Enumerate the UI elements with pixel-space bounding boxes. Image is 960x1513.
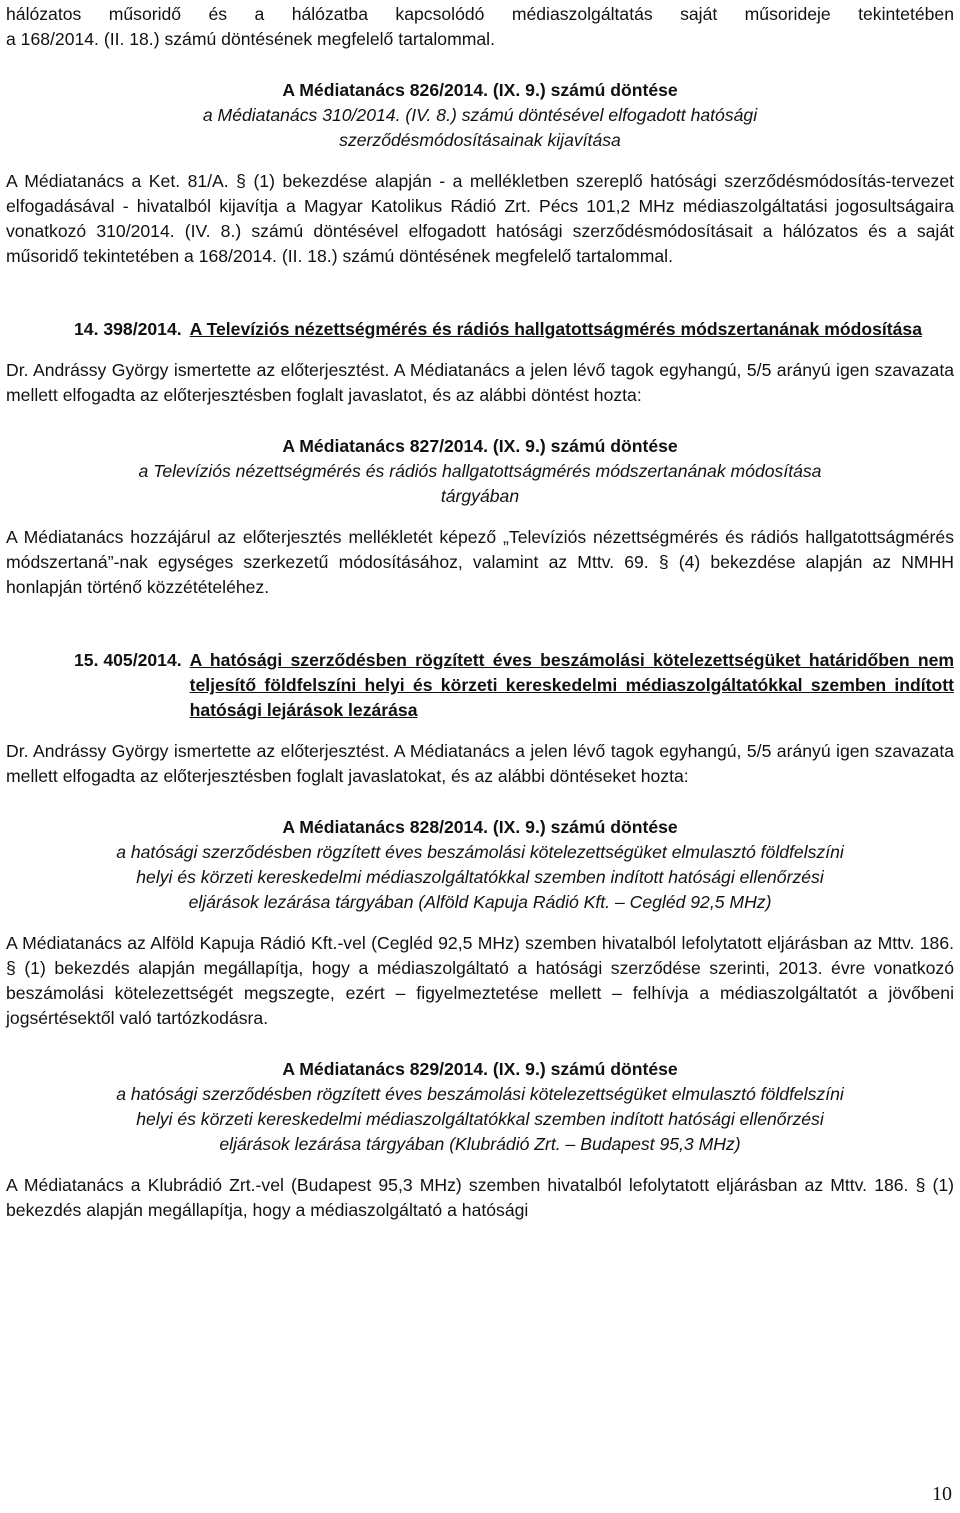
decision-829-title: A Médiatanács 829/2014. (IX. 9.) számú döntése: [282, 1059, 678, 1079]
decision-828-subject-line-1: a hatósági szerződésben rögzített éves beszámolási kötelezettségüket elmulasztó földfelszíni: [116, 842, 844, 862]
agenda-item-14-heading: [6, 317, 954, 342]
decision-826-subject-line-1: a Médiatanács 310/2014. (IV. 8.) számú döntésével elfogadott hatósági: [202, 105, 758, 125]
intro-line-1: hálózatos műsoridő és a hálózatba kapcsolódó médiaszolgáltatás saját műsorideje tekintetében: [6, 4, 954, 24]
intro-line-2: a 168/2014. (II. 18.) számú döntésének megfelelő tartalommal.: [6, 29, 495, 49]
agenda-item-14-title: A Televíziós nézettségmérés és rádiós hallgatottságmérés módszertanának módosítása: [189, 319, 922, 339]
page-number: 10: [932, 1483, 952, 1505]
decision-829-body: A Médiatanács a Klubrádió Zrt.-vel (Budapest 95,3 MHz) szemben hivatalból lefolytatott eljárásban az Mttv. 186. § (1) bekezdés alapján megállapítja, hogy a médiaszolgáltató a hatósági: [6, 1175, 954, 1220]
decision-827-title: A Médiatanács 827/2014. (IX. 9.) számú döntése: [282, 436, 678, 456]
agenda-item-15-heading: [6, 648, 954, 723]
decision-829-subject-line-2: helyi és körzeti kereskedelmi médiaszolgáltatókkal szemben indított hatósági ellenőrzési: [136, 1109, 824, 1129]
agenda-item-15-title: A hatósági szerződésben rögzített éves beszámolási kötelezettségüket határidőben nem teljesítő földfelszíni helyi és körzeti kereskedelmi médiaszolgáltatókkal szemben indított hatósági lejárások lezárása: [189, 650, 954, 720]
decision-827-subject-line-2: tárgyában: [440, 486, 520, 506]
decision-826-title: A Médiatanács 826/2014. (IX. 9.) számú döntése: [282, 80, 678, 100]
decision-828-body: A Médiatanács az Alföld Kapuja Rádió Kft.-vel (Cegléd 92,5 MHz) szemben hivatalból lefolytatott eljárásban az Mttv. 186. § (1) bekezdés alapján megállapítja, hogy a médiaszolgáltató a hatósági szerződése szerinti, 2013. évre vonatkozó beszámolási kötelezettségét megszegte, ezért – figyelmeztetése mellett – felhívja a médiaszolgáltatót a jövőbeni jogsértésektől való tartózkodásra.: [6, 933, 954, 1028]
agenda-item-14-body: Dr. Andrássy György ismertette az előterjesztést. A Médiatanács a jelen lévő tagok egyhangú, 5/5 arányú igen szavazata mellett elfogadta az előterjesztésben foglalt javaslatot, és az alábbi döntést hozta:: [6, 360, 954, 405]
decision-828-subject-line-3: eljárások lezárása tárgyában (Alföld Kapuja Rádió Kft. – Cegléd 92,5 MHz): [188, 892, 772, 912]
decision-828-subject-line-2: helyi és körzeti kereskedelmi médiaszolgáltatókkal szemben indított hatósági ellenőrzési: [136, 867, 824, 887]
agenda-item-14-number: 14. 398/2014.: [74, 319, 182, 339]
decision-829-subject-line-3: eljárások lezárása tárgyában (Klubrádió Zrt. – Budapest 95,3 MHz): [219, 1134, 741, 1154]
decision-829-subject-line-1: a hatósági szerződésben rögzített éves beszámolási kötelezettségüket elmulasztó földfelszíni: [116, 1084, 844, 1104]
decision-826-subject-line-2: szerződésmódosításainak kijavítása: [339, 130, 621, 150]
agenda-item-15-number: 15. 405/2014.: [74, 650, 182, 670]
decision-826-body: A Médiatanács a Ket. 81/A. § (1) bekezdése alapján - a mellékletben szereplő hatósági szerződésmódosítás-tervezet elfogadásával - hivatalból kijavítja a Magyar Katolikus Rádió Zrt. Pécs 101,2 MHz médiaszolgáltatási jogosultságaira vonatkozó 310/2014. (IV. 8.) számú döntésével elfogadott hatósági szerződésmódosításait a hálózatos és a saját műsoridő tekintetében a 168/2014. (II. 18.) számú döntésének megfelelő tartalommal.: [6, 171, 954, 266]
agenda-item-15-body: Dr. Andrássy György ismertette az előterjesztést. A Médiatanács a jelen lévő tagok egyhangú, 5/5 arányú igen szavazata mellett elfogadta az előterjesztésben foglalt javaslatokat, és az alábbi döntéseket hozta:: [6, 741, 954, 786]
decision-828-title: A Médiatanács 828/2014. (IX. 9.) számú döntése: [282, 817, 678, 837]
decision-827-subject-line-1: a Televíziós nézettségmérés és rádiós hallgatottságmérés módszertanának módosítása: [138, 461, 822, 481]
decision-827-body: A Médiatanács hozzájárul az előterjesztés mellékletét képező „Televíziós nézettségmérés és rádiós hallgatottságmérés módszertaná”-nak egységes szerkezetű módosításához, valamint az Mttv. 69. § (4) bekezdése alapján az NMHH honlapján történő közzétételéhez.: [6, 527, 954, 597]
